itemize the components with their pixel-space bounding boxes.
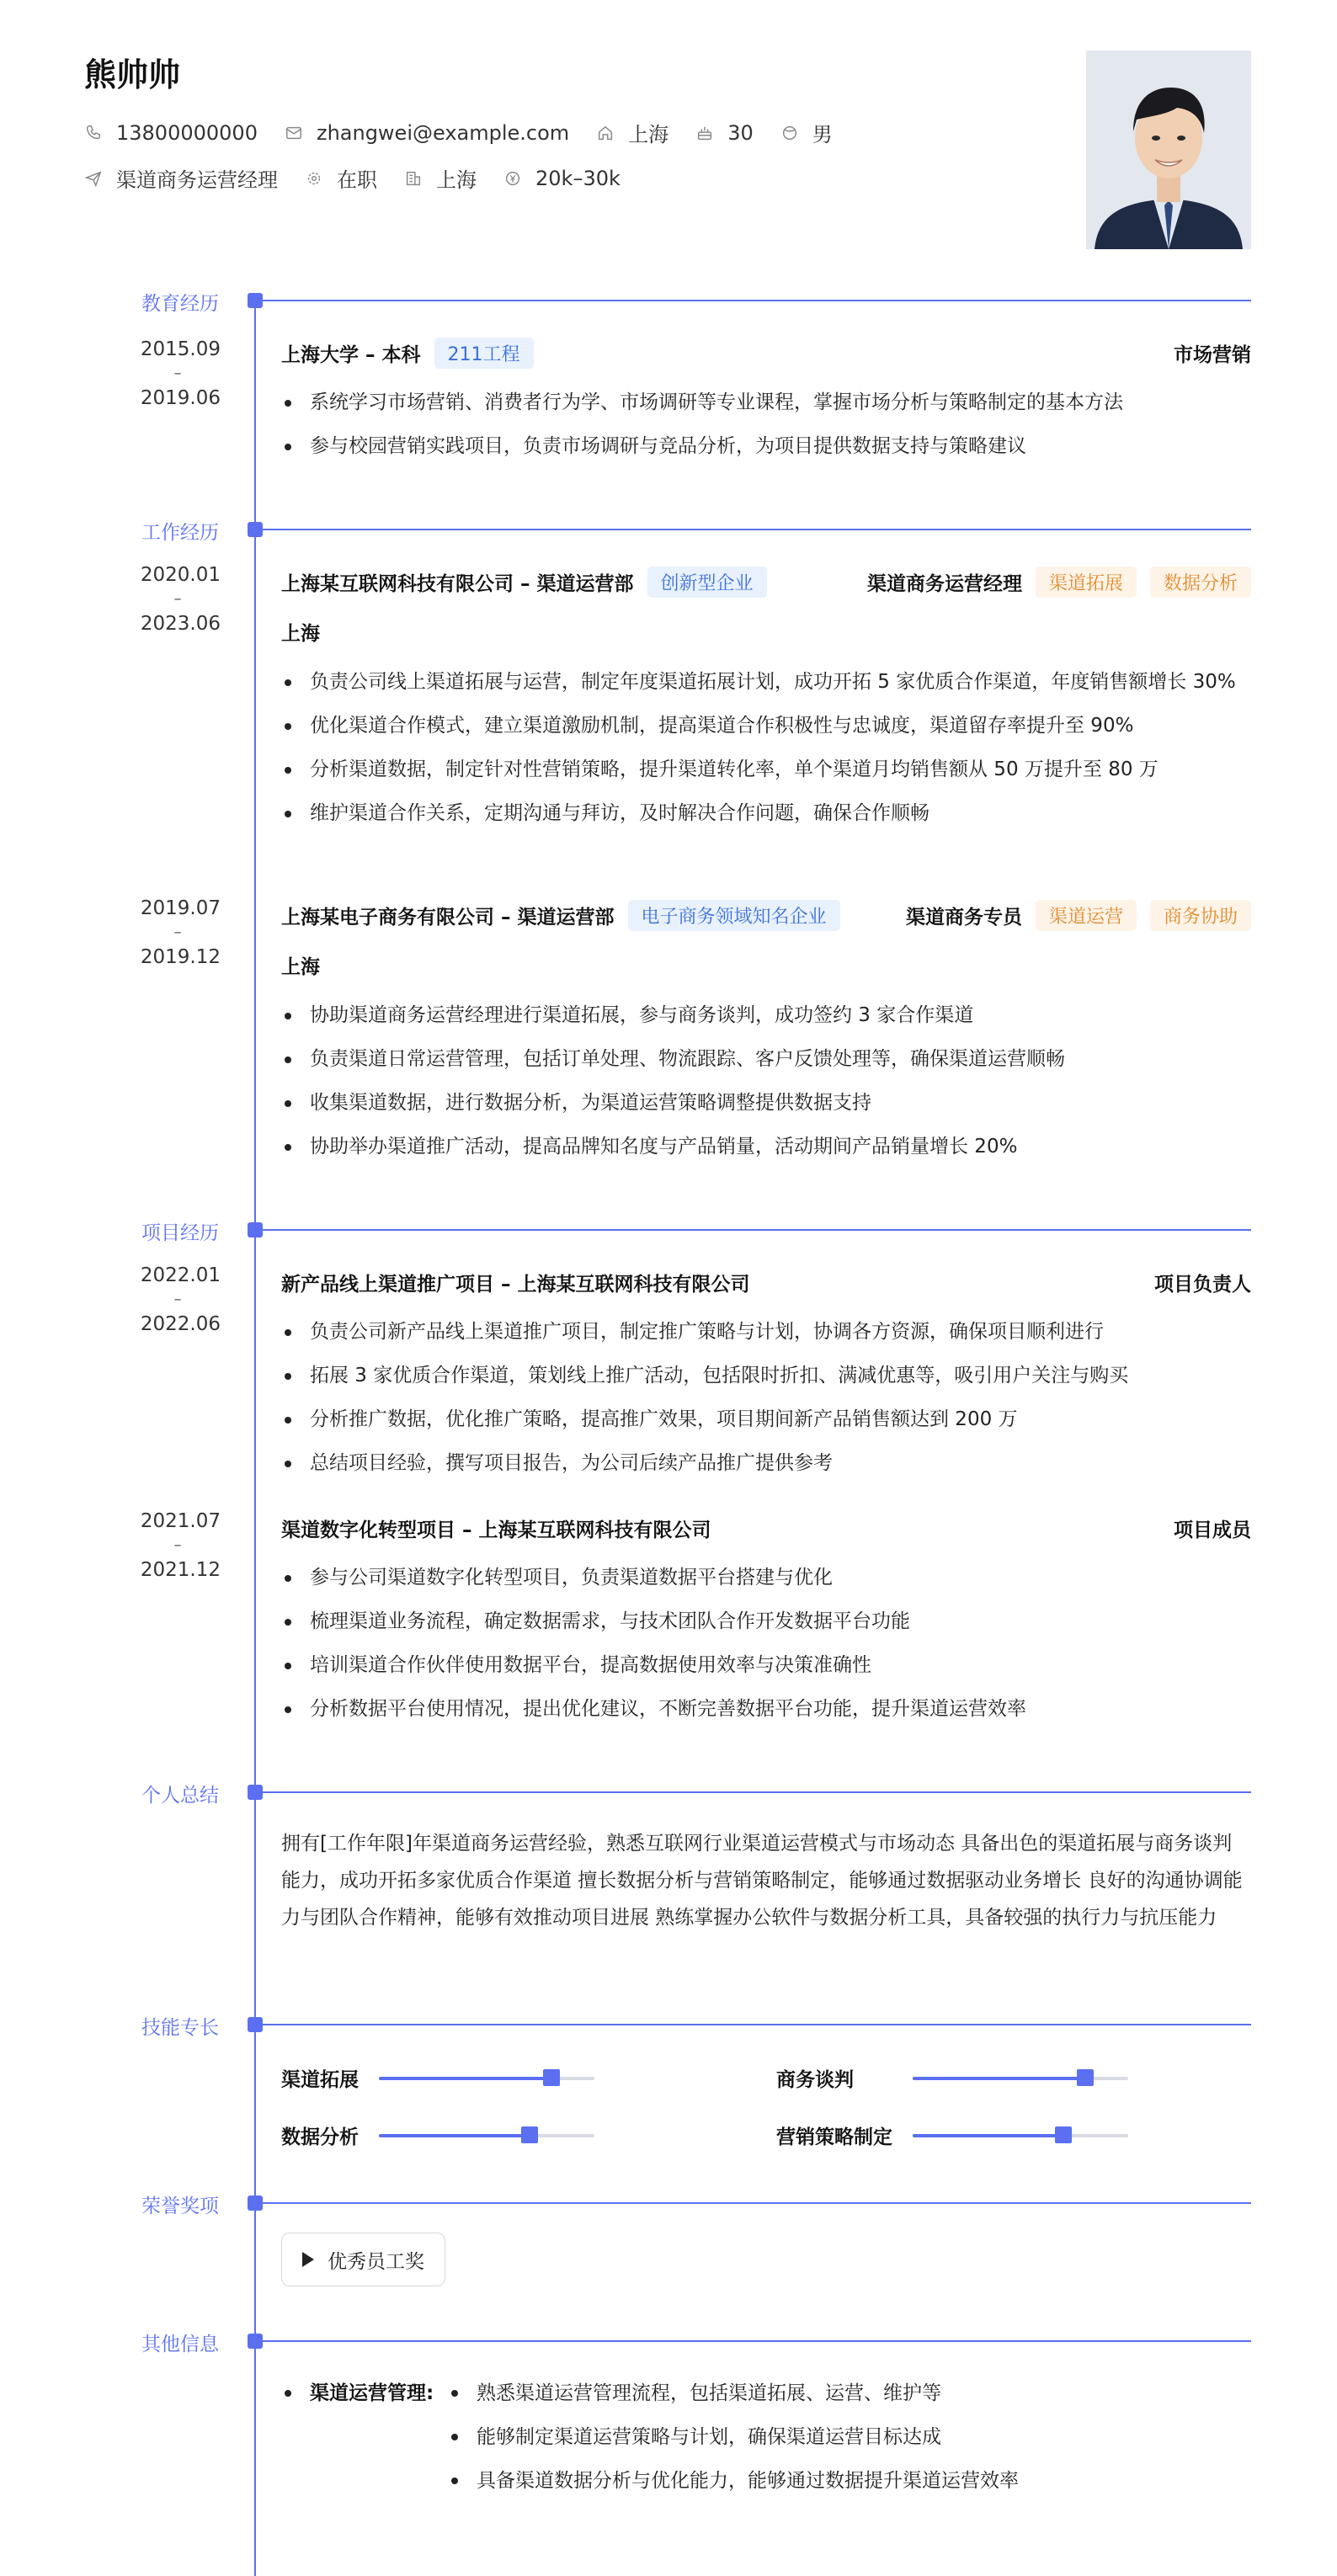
section-title-projects: 项目经历 bbox=[141, 1222, 219, 1244]
status-item bbox=[305, 163, 377, 193]
age-item bbox=[695, 121, 754, 145]
profile-photo bbox=[1086, 51, 1251, 249]
award-name: 优秀员工奖 bbox=[328, 2250, 424, 2273]
skill-item bbox=[281, 2064, 594, 2092]
skill-tag: 渠道运营 bbox=[1036, 900, 1137, 931]
end-date: 2022.06 bbox=[140, 1313, 221, 1335]
work-bullets bbox=[281, 663, 1251, 838]
school-degree: 上海大学 – 本科 bbox=[281, 343, 421, 366]
section-divider bbox=[255, 300, 1251, 301]
list-item: 能够制定渠道运营策略与计划，确保渠道运营目标达成 bbox=[448, 2418, 1251, 2456]
work-entry-header bbox=[281, 562, 1251, 601]
project-date bbox=[109, 1256, 221, 1344]
date-separator: – bbox=[173, 590, 182, 608]
list-item: 负责渠道日常运营管理，包括订单处理、物流跟踪、客户反馈处理等，确保渠道运营顺畅 bbox=[281, 1041, 1251, 1078]
age-text: 30 bbox=[727, 120, 754, 145]
education-entry-header bbox=[281, 333, 1251, 372]
skill-tag: 渠道拓展 bbox=[1036, 567, 1137, 598]
section-title-awards: 荣誉奖项 bbox=[141, 2195, 219, 2217]
school-tag: 211工程 bbox=[434, 338, 534, 369]
project-bullets bbox=[281, 1559, 1251, 1734]
location-text: 上海 bbox=[628, 123, 669, 146]
list-item: 分析渠道数据，制定针对性营销策略，提升渠道转化率，单个渠道月均销售额从 50 万提升至 80 万 bbox=[281, 751, 1251, 788]
skill-bar-fill bbox=[379, 2134, 530, 2137]
date-separator: – bbox=[173, 365, 182, 382]
skill-item bbox=[281, 2121, 594, 2149]
project-bullets bbox=[281, 1313, 1251, 1488]
money-icon bbox=[503, 169, 522, 188]
list-item: 协助举办渠道推广活动，提高品牌知名度与产品销量，活动期间产品销量增长 20% bbox=[281, 1128, 1251, 1165]
work-entry-header bbox=[281, 896, 1251, 934]
project-role: 项目成员 bbox=[1174, 1519, 1251, 1541]
section-divider bbox=[255, 1791, 1251, 1793]
date-separator: – bbox=[173, 923, 182, 941]
skill-bar-fill bbox=[913, 2134, 1063, 2137]
section-title-skills: 技能专长 bbox=[141, 2017, 219, 2039]
list-item: 负责公司新产品线上渠道推广项目，制定推广策略与计划，协调各方资源，确保项目顺利进行 bbox=[281, 1313, 1251, 1350]
work-city: 上海 bbox=[281, 623, 320, 645]
target-position-item bbox=[84, 163, 278, 193]
skill-bar-knob bbox=[1077, 2069, 1094, 2086]
list-item: 维护渠道合作关系，定期沟通与拜访，及时解决合作问题，确保合作顺畅 bbox=[281, 795, 1251, 832]
candidate-name: 熊帅帅 bbox=[84, 56, 181, 93]
timeline-line bbox=[254, 298, 256, 2576]
email-address: zhangwei@example.com bbox=[316, 120, 570, 145]
project-title: 渠道数字化转型项目 – 上海某互联网科技有限公司 bbox=[281, 1519, 711, 1541]
list-item: 系统学习市场营销、消费者行为学、市场调研等专业课程，掌握市场分析与策略制定的基本方法 bbox=[281, 384, 1251, 421]
list-item: 分析数据平台使用情况，提出优化建议，不断完善数据平台功能，提升渠道运营效率 bbox=[281, 1690, 1251, 1727]
phone-number: 13800000000 bbox=[116, 120, 258, 145]
project-entry-header bbox=[281, 1509, 1251, 1547]
job-title: 渠道商务运营经理 bbox=[866, 572, 1022, 595]
start-date: 2020.01 bbox=[140, 564, 221, 586]
send-icon bbox=[84, 169, 103, 188]
section-divider bbox=[255, 1229, 1251, 1231]
skill-bar bbox=[913, 2077, 1128, 2080]
home-icon bbox=[596, 124, 615, 142]
project-date bbox=[109, 1502, 221, 1589]
job-intent-row bbox=[84, 163, 647, 193]
status-icon bbox=[305, 169, 323, 188]
section-title-summary: 个人总结 bbox=[141, 1785, 219, 1807]
major: 市场营销 bbox=[1174, 343, 1251, 366]
skill-bar-knob bbox=[1055, 2126, 1072, 2143]
section-divider bbox=[255, 2340, 1251, 2342]
start-date: 2021.07 bbox=[140, 1510, 221, 1532]
education-date bbox=[109, 330, 221, 418]
list-item: 总结项目经验，撰写项目报告，为公司后续产品推广提供参考 bbox=[281, 1445, 1251, 1482]
skill-bar bbox=[913, 2134, 1128, 2137]
skill-bar bbox=[379, 2134, 594, 2137]
work-date bbox=[109, 889, 221, 977]
gender-item bbox=[780, 118, 833, 147]
project-role: 项目负责人 bbox=[1154, 1273, 1251, 1296]
target-position: 渠道商务运营经理 bbox=[116, 168, 278, 192]
skill-name: 渠道拓展 bbox=[281, 2069, 359, 2091]
end-date: 2019.12 bbox=[140, 946, 221, 968]
phone-icon bbox=[84, 124, 103, 142]
project-title: 新产品线上渠道推广项目 – 上海某互联网科技有限公司 bbox=[281, 1273, 750, 1296]
list-item: 培训渠道合作伙伴使用数据平台，提高数据使用效率与决策准确性 bbox=[281, 1647, 1251, 1684]
skill-tag: 数据分析 bbox=[1150, 567, 1251, 598]
date-separator: – bbox=[173, 1536, 182, 1554]
contact-row bbox=[84, 118, 860, 147]
target-city-item bbox=[404, 163, 477, 193]
skill-tag: 商务协助 bbox=[1150, 900, 1251, 931]
email-item bbox=[285, 121, 569, 145]
phone-item bbox=[84, 121, 258, 145]
award-badge bbox=[281, 2233, 445, 2286]
work-date bbox=[109, 556, 221, 643]
personal-summary: 拥有[工作年限]年渠道商务运营经验，熟悉互联网行业渠道运营模式与市场动态 具备出色的渠道拓展与商务谈判能力，成功开拓多家优质合作渠道 擅长数据分析与营销策略制定，能够通过数据驱动业务增长 良好的沟通协调能力与团队合作精神，能够有效推动项目进展 熟练掌握办公软件与数据分析工具，具备较强的执行力与抗压能力 bbox=[281, 1833, 1243, 1929]
section-divider bbox=[255, 529, 1251, 530]
other-info-list bbox=[448, 2374, 1251, 2505]
skill-bar-knob bbox=[521, 2126, 538, 2143]
date-separator: – bbox=[173, 1291, 182, 1308]
section-title-other: 其他信息 bbox=[141, 2334, 219, 2355]
job-title: 渠道商务专员 bbox=[905, 906, 1022, 929]
mail-icon bbox=[285, 124, 303, 142]
section-divider bbox=[255, 2024, 1251, 2025]
list-item: 拓展 3 家优质合作渠道，策划线上推广活动，包括限时折扣、满减优惠等，吸引用户关注与购买 bbox=[281, 1357, 1251, 1394]
work-city: 上海 bbox=[281, 956, 320, 978]
start-date: 2015.09 bbox=[140, 338, 221, 360]
end-date: 2021.12 bbox=[140, 1559, 221, 1581]
education-bullets bbox=[281, 384, 1251, 471]
list-item: 参与公司渠道数字化转型项目，负责渠道数据平台搭建与优化 bbox=[281, 1559, 1251, 1596]
target-city: 上海 bbox=[436, 168, 477, 192]
list-item: 收集渠道数据，进行数据分析，为渠道运营策略调整提供数据支持 bbox=[281, 1084, 1251, 1121]
list-item: 熟悉渠道运营管理流程，包括渠道拓展、运营、维护等 bbox=[448, 2374, 1251, 2413]
salary-item bbox=[503, 167, 621, 190]
cake-icon bbox=[695, 124, 714, 142]
skill-name: 营销策略制定 bbox=[776, 2126, 892, 2148]
company-department: 上海某电子商务有限公司 – 渠道运营部 bbox=[281, 906, 615, 929]
section-divider bbox=[255, 2202, 1251, 2204]
skill-item bbox=[776, 2064, 1128, 2092]
list-item: 负责公司线上渠道拓展与运营，制定年度渠道拓展计划，成功开拓 5 家优质合作渠道，年度销售额增长 30% bbox=[281, 663, 1251, 700]
gender-text: 男 bbox=[812, 123, 833, 146]
company-tag: 创新型企业 bbox=[647, 567, 767, 598]
list-item: 具备渠道数据分析与优化能力，能够通过数据提升渠道运营效率 bbox=[448, 2462, 1251, 2500]
project-entry-header bbox=[281, 1263, 1251, 1301]
skill-item bbox=[776, 2121, 1128, 2149]
gender-icon bbox=[780, 124, 799, 142]
list-item: 梳理渠道业务流程，确定数据需求，与技术团队合作开发数据平台功能 bbox=[281, 1603, 1251, 1640]
list-item: 优化渠道合作模式，建立渠道激励机制，提高渠道合作积极性与忠诚度，渠道留存率提升至 90% bbox=[281, 707, 1251, 744]
section-title-work: 工作经历 bbox=[141, 522, 219, 544]
list-item: 参与校园营销实践项目，负责市场调研与竞品分析，为项目提供数据支持与策略建议 bbox=[281, 428, 1251, 465]
skill-bar-fill bbox=[913, 2077, 1085, 2080]
skill-bar-knob bbox=[543, 2069, 560, 2086]
start-date: 2022.01 bbox=[140, 1264, 221, 1286]
end-date: 2019.06 bbox=[140, 387, 221, 409]
skill-bar bbox=[379, 2077, 594, 2080]
skill-name: 商务谈判 bbox=[776, 2069, 854, 2091]
location-item bbox=[596, 118, 668, 147]
skill-bar-fill bbox=[379, 2077, 551, 2080]
end-date: 2023.06 bbox=[140, 613, 221, 635]
company-tag: 电子商务领域知名企业 bbox=[628, 900, 840, 931]
start-date: 2019.07 bbox=[140, 897, 221, 919]
section-title-education: 教育经历 bbox=[141, 293, 219, 315]
company-department: 上海某互联网科技有限公司 – 渠道运营部 bbox=[281, 572, 634, 595]
list-item: 协助渠道商务运营经理进行渠道拓展，参与商务谈判，成功签约 3 家合作渠道 bbox=[281, 997, 1251, 1034]
work-bullets bbox=[281, 997, 1251, 1172]
skill-name: 数据分析 bbox=[281, 2126, 359, 2148]
building-icon bbox=[404, 169, 423, 188]
play-icon bbox=[302, 2252, 314, 2267]
other-info-key: 渠道运营管理: bbox=[281, 2374, 434, 2413]
salary-range: 20k–30k bbox=[535, 166, 621, 190]
list-item: 分析推广数据，优化推广策略，提高推广效果，项目期间新产品销售额达到 200 万 bbox=[281, 1401, 1251, 1438]
employment-status: 在职 bbox=[337, 168, 377, 192]
